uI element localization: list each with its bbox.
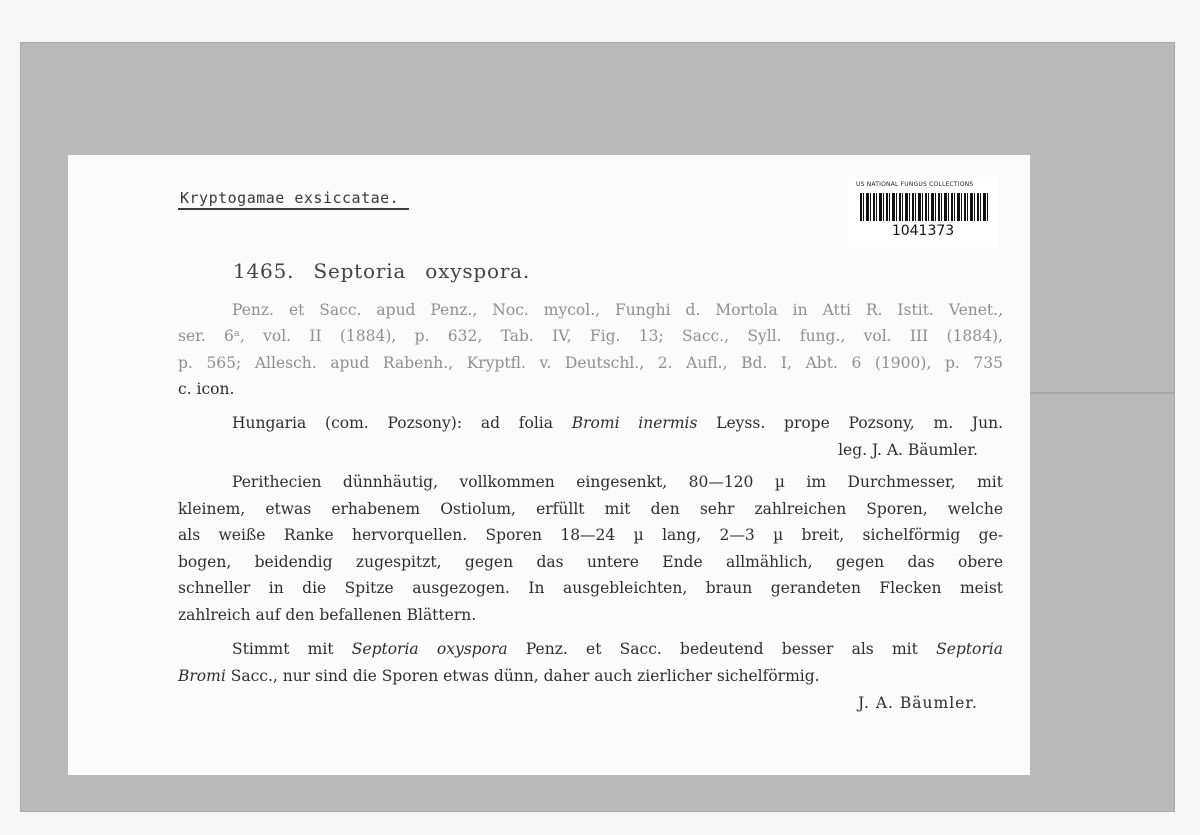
description-line: als weiße Ranke hervorquellen. Sporen 18—24 µ lang, 2—3 µ breit, sichelförmig ge- (178, 526, 1003, 544)
locality-line: Hungaria (com. Pozsony): ad folia Bromi inermis Leyss. prope Pozsony, m. Jun. (232, 414, 1003, 432)
description-line: kleinem, etwas erhabenem Ostiolum, erfüllt mit den sehr zahlreichen Sporen, welche (178, 500, 1003, 518)
citation-line: c. icon. (178, 380, 235, 398)
barcode-bars (860, 193, 988, 221)
barcode-label (848, 177, 998, 247)
description-line: zahlreich auf den befallenen Blättern. (178, 606, 477, 624)
series-title: Kryptogamae exsiccatae. (178, 189, 409, 210)
collector-line: leg. J. A. Bäumler. (838, 441, 978, 459)
barcode-number: 1041373 (891, 223, 955, 239)
sheet-fold-line (1030, 392, 1175, 394)
signature: J. A. Bäumler. (858, 694, 978, 712)
citation-line: p. 565; Allesch. apud Rabenh., Kryptfl. v. Deutschl., 2. Aufl., Bd. I, Abt. 6 (1900), p. 735 (178, 354, 1003, 372)
remark-line: Stimmt mit Septoria oxyspora Penz. et Sacc. bedeutend besser als mit Septoria (232, 640, 1003, 658)
barcode-collection: US NATIONAL FUNGUS COLLECTIONS (856, 181, 974, 188)
citation-line: Penz. et Sacc. apud Penz., Noc. mycol., Funghi d. Mortola in Atti R. Istit. Venet., (232, 301, 1003, 319)
citation-line: ser. 6ᵃ, vol. II (1884), p. 632, Tab. IV, Fig. 13; Sacc., Syll. fung., vol. III (1884), (178, 327, 1003, 345)
specimen-number: 1465. (233, 259, 295, 283)
host-name: Bromi inermis (571, 414, 698, 432)
description-line: Perithecien dünnhäutig, vollkommen eingesenkt, 80—120 µ im Durchmesser, mit (232, 473, 1003, 491)
remark-line: Bromi Sacc., nur sind die Sporen etwas dünn, daher auch zierlicher sichelförmig. (178, 667, 820, 685)
specimen-name: Septoria oxyspora. (313, 259, 531, 283)
specimen-heading (233, 259, 530, 283)
description-line: schneller in die Spitze ausgezogen. In ausgebleichten, braun gerandeten Flecken meist (178, 579, 1003, 597)
description-line: bogen, beidendig zugespitzt, gegen das untere Ende allmählich, gegen das obere (178, 553, 1003, 571)
specimen-label (68, 155, 1030, 775)
